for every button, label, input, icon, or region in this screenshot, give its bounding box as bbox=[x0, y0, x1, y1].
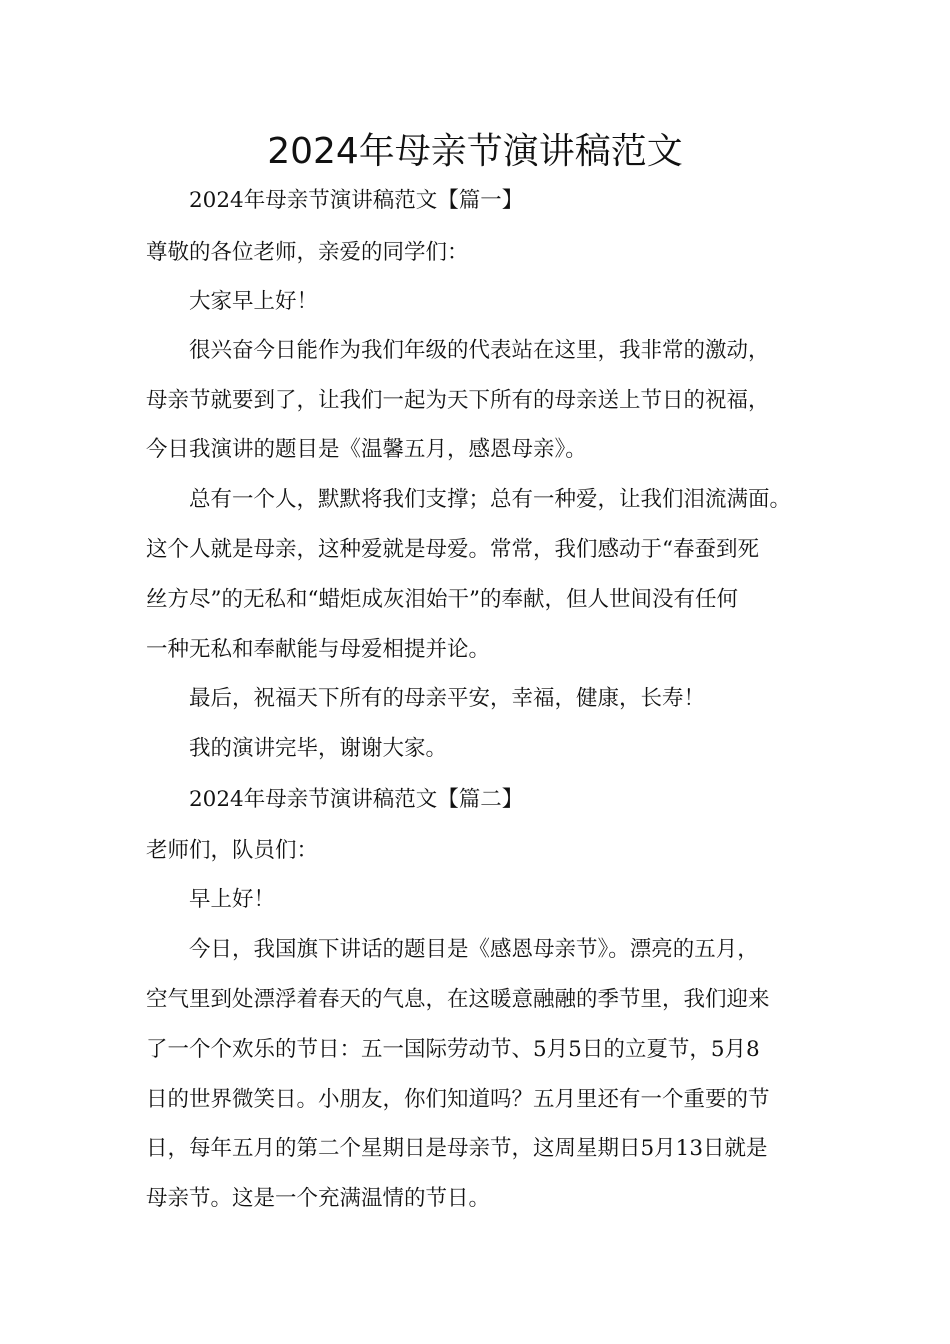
paragraph-line: 很兴奋今日能作为我们年级的代表站在这里，我非常的激动， bbox=[189, 338, 770, 363]
paragraph-line: 总有一个人，默默将我们支撑；总有一种爱，让我们泪流满面。 bbox=[189, 487, 792, 512]
paragraph-line: 空气里到处漂浮着春天的气息，在这暖意融融的季节里，我们迎来 bbox=[146, 987, 770, 1012]
paragraph-line: 日的世界微笑日。小朋友，你们知道吗？五月里还有一个重要的节 bbox=[146, 1087, 770, 1112]
paragraph-line: 今日我演讲的题目是《温馨五月，感恩母亲》。 bbox=[146, 437, 587, 462]
paragraph-line: 日，每年五月的第二个星期日是母亲节，这周星期日5月13日就是 bbox=[146, 1136, 768, 1161]
section-heading: 2024年母亲节演讲稿范文【篇二】 bbox=[189, 787, 524, 812]
paragraph-line: 一种无私和奉献能与母爱相提并论。 bbox=[146, 637, 491, 662]
section-heading: 2024年母亲节演讲稿范文【篇一】 bbox=[189, 188, 524, 213]
paragraph-line: 了一个个欢乐的节日：五一国际劳动节、5月5日的立夏节，5月8 bbox=[146, 1037, 760, 1062]
greeting: 早上好！ bbox=[189, 887, 276, 912]
paragraph-line: 母亲节就要到了，让我们一起为天下所有的母亲送上节日的祝福， bbox=[146, 388, 770, 413]
salutation: 尊敬的各位老师，亲爱的同学们： bbox=[146, 240, 469, 265]
paragraph-line: 这个人就是母亲，这种爱就是母爱。常常，我们感动于“春蚕到死 bbox=[146, 537, 759, 562]
document-title: 2024年母亲节演讲稿范文 bbox=[267, 131, 683, 172]
paragraph-line: 丝方尽”的无私和“蜡炬成灰泪始干”的奉献，但人世间没有任何 bbox=[146, 587, 738, 612]
greeting: 大家早上好！ bbox=[189, 289, 319, 314]
salutation: 老师们，队员们： bbox=[146, 838, 319, 863]
paragraph-line: 我的演讲完毕，谢谢大家。 bbox=[189, 736, 448, 761]
paragraph-line: 今日，我国旗下讲话的题目是《感恩母亲节》。漂亮的五月， bbox=[189, 937, 759, 962]
paragraph-line: 最后，祝福天下所有的母亲平安，幸福，健康，长寿！ bbox=[189, 686, 706, 711]
paragraph-line: 母亲节。这是一个充满温情的节日。 bbox=[146, 1186, 491, 1211]
